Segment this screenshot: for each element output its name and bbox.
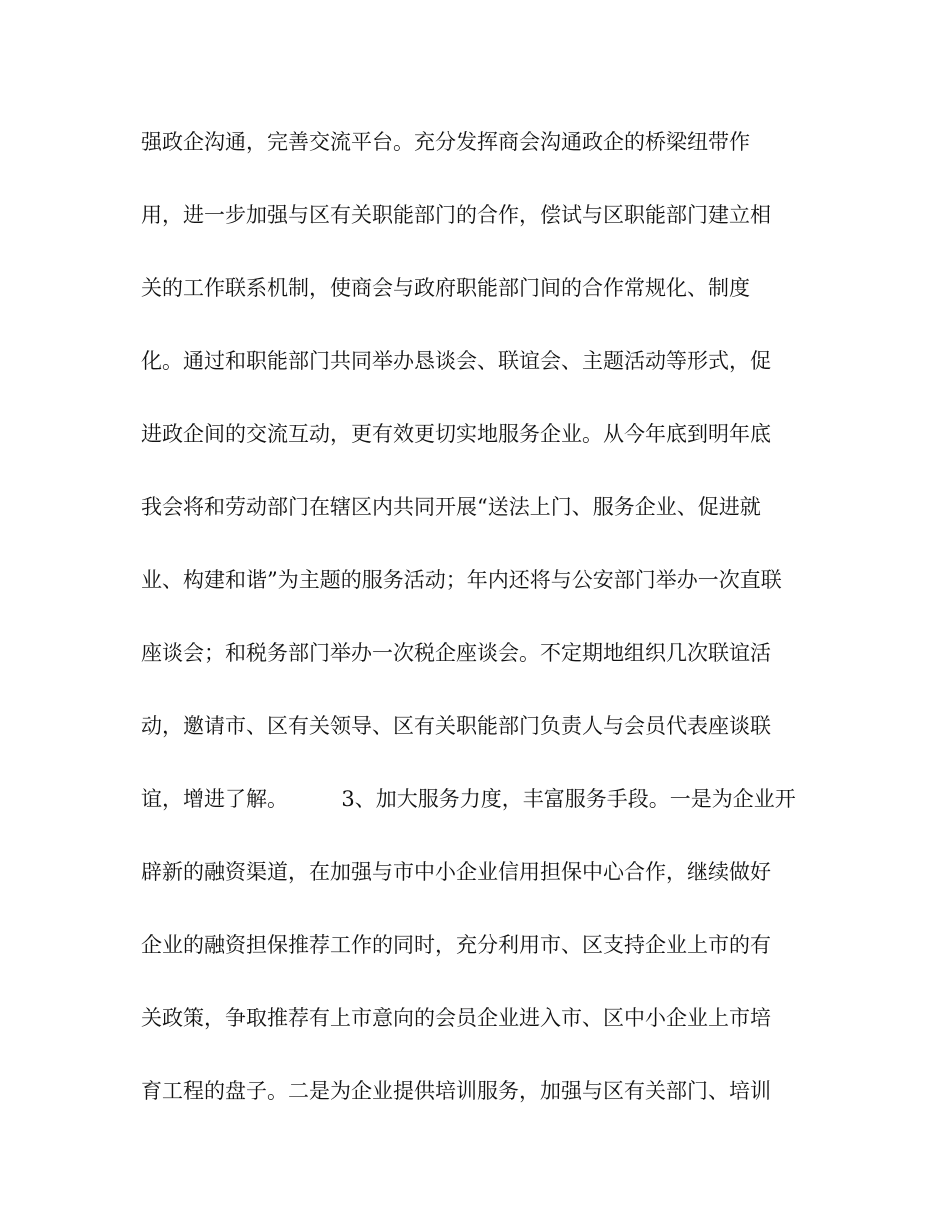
text-line: 座谈会；和税务部门举办一次税企座谈会。不定期地组织几次联谊活: [141, 641, 771, 665]
text-line: 动，邀请市、区有关领导、区有关职能部门负责人与会员代表座谈联: [141, 714, 771, 738]
text-line: 辟新的融资渠道，在加强与市中小企业信用担保中心合作，继续做好: [141, 860, 771, 884]
text-line: 化。通过和职能部门共同举办恳谈会、联谊会、主题活动等形式，促: [141, 349, 771, 373]
text-line: 进政企间的交流互动，更有效更切实地服务企业。从今年底到明年底: [141, 422, 771, 446]
text-line: 用，进一步加强与区有关职能部门的合作，偿试与区职能部门建立相: [141, 203, 771, 227]
text-line: 强政企沟通，完善交流平台。充分发挥商会沟通政企的桥梁纽带作: [141, 130, 750, 154]
text-line: 关的工作联系机制，使商会与政府职能部门间的合作常规化、制度: [141, 276, 750, 300]
text-line: 企业的融资担保推荐工作的同时，充分利用市、区支持企业上市的有: [141, 933, 771, 957]
text-line: 谊，增进了解。 3、加大服务力度，丰富服务手段。一是为企业开: [141, 787, 796, 811]
text-line: 关政策，争取推荐有上市意向的会员企业进入市、区中小企业上市培: [141, 1006, 771, 1030]
text-line: 业、构建和谐”为主题的服务活动；年内还将与公安部门举办一次直联: [141, 568, 782, 592]
text-line: 育工程的盘子。二是为企业提供培训服务，加强与区有关部门、培训: [141, 1079, 771, 1103]
text-line: 我会将和劳动部门在辖区内共同开展“送法上门、服务企业、促进就: [141, 495, 761, 519]
